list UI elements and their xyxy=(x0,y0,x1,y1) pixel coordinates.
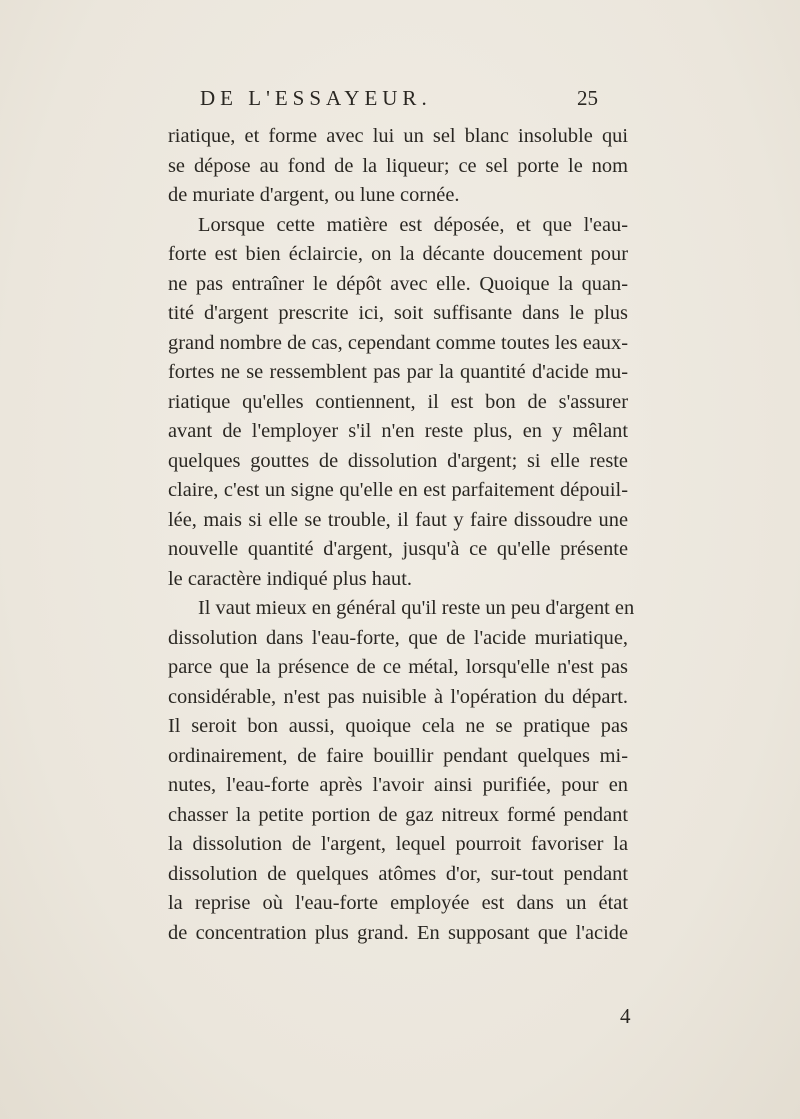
text-line: la reprise où l'eau-forte employée est dans un état xyxy=(168,892,628,914)
page-number: 25 xyxy=(577,86,598,110)
text-line: grand nombre de cas, cependant comme toutes les eaux- xyxy=(168,331,628,354)
text-line: dissolution de quelques atômes d'or, sur-tout pendant xyxy=(168,862,628,885)
text-line: dissolution dans l'eau-forte, que de l'acide muriatique, xyxy=(168,626,628,649)
text-line: la dissolution de l'argent, lequel pourroit favoriser la xyxy=(168,833,628,855)
text-line: riatique qu'elles contiennent, il est bon de s'assurer xyxy=(168,390,628,413)
text-line: quelques gouttes de dissolution d'argent; si elle reste xyxy=(168,449,628,472)
text-line: tité d'argent prescrite ici, soit suffisante dans le plus xyxy=(168,302,628,324)
text-line: Il seroit bon aussi, quoique cela ne se pratique pas xyxy=(168,715,628,737)
text-line: de concentration plus grand. En supposant que l'acide xyxy=(168,921,628,944)
text-line: lée, mais si elle se trouble, il faut y faire dissoudre une xyxy=(168,508,628,531)
text-line: parce que la présence de ce métal, lorsqu'elle n'est pas xyxy=(168,656,628,678)
text-line: de muriate d'argent, ou lune cornée. xyxy=(168,184,460,206)
text-line: nutes, l'eau-forte après l'avoir ainsi purifiée, pour en xyxy=(168,774,628,796)
text-line: ne pas entraîner le dépôt avec elle. Quoique la quan- xyxy=(168,272,628,295)
text-line: fortes ne se ressemblent pas par la quantité d'acide mu- xyxy=(168,361,628,383)
text-line: se dépose au fond de la liqueur; ce sel porte le nom xyxy=(168,154,628,177)
running-header xyxy=(200,86,600,116)
text-line: le caractère indiqué plus haut. xyxy=(168,567,413,590)
text-line: nouvelle quantité d'argent, jusqu'à ce qu'elle présente xyxy=(168,538,628,560)
text-line: considérable, n'est pas nuisible à l'opération du départ. xyxy=(168,685,628,708)
text-line: chasser la petite portion de gaz nitreux formé pendant xyxy=(168,803,628,826)
text-line: riatique, et forme avec lui un sel blanc insoluble qui xyxy=(168,125,628,147)
signature-mark: 4 xyxy=(620,1004,631,1028)
body-text xyxy=(168,122,635,948)
text-line: ordinairement, de faire bouillir pendant quelques mi- xyxy=(168,744,628,767)
header-title: DE L'ESSAYEUR. xyxy=(200,86,432,110)
text-line: claire, c'est un signe qu'elle en est parfaitement dépouil- xyxy=(168,479,628,501)
text-line: Lorsque cette matière est déposée, et que l'eau- xyxy=(198,213,628,236)
text-line: forte est bien éclaircie, on la décante doucement pour xyxy=(168,243,628,265)
text-line: Il vaut mieux en général qu'il reste un peu d'argent en xyxy=(198,597,635,619)
text-line: avant de l'employer s'il n'en reste plus, en y mêlant xyxy=(168,420,628,442)
